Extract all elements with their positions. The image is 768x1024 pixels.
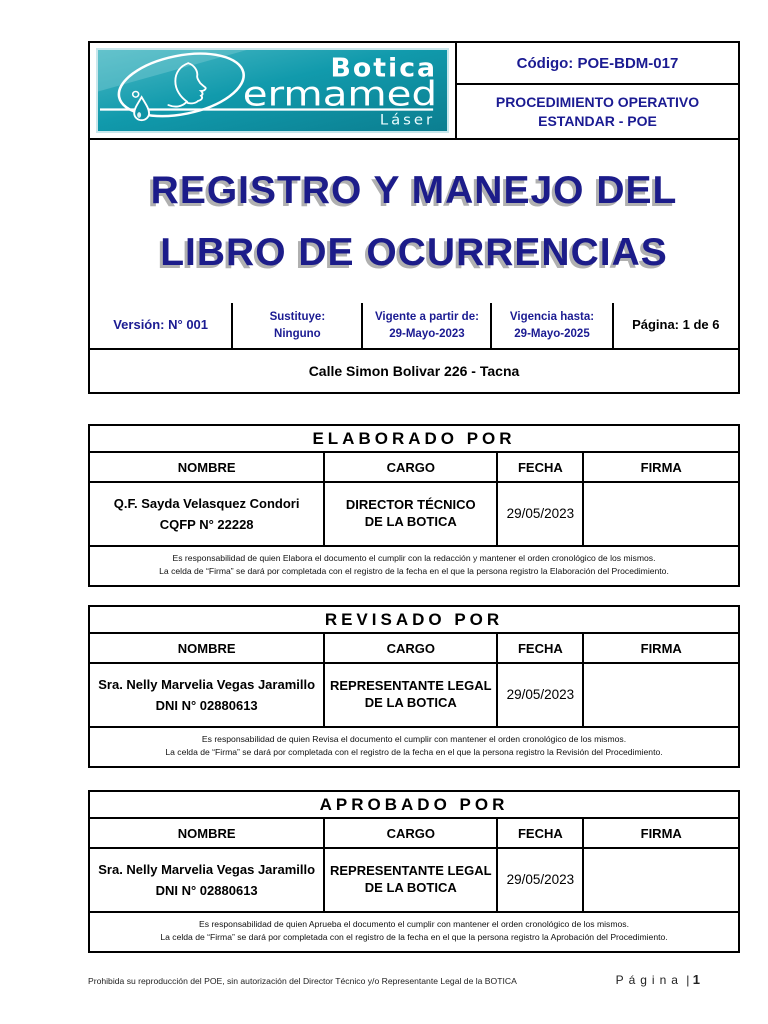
section-title: APROBADO POR [90,792,738,819]
footer-page-number: 1 [692,972,702,987]
document-title [90,140,738,303]
column-header-nombre: NOMBRE [177,825,236,841]
fecha-cell: 29/05/2023 [496,849,582,911]
note-line2: La celda de “Firma” se dará por completada con el registro de la fecha en el que la persona registro la Aprobación del Procedimiento. [160,932,668,943]
valid-from-value: 29-Mayo-2023 [389,327,465,340]
fecha-cell: 29/05/2023 [496,664,582,726]
header-right-cell [455,43,738,138]
nombre-cell [90,849,323,911]
version-meta-row [90,303,738,350]
cargo-line2: DE LA BOTICA [364,695,457,710]
nombre-line1: Q.F. Sayda Velasquez Condori [113,495,300,511]
responsibility-note [90,728,738,766]
table-header-row [90,819,738,849]
table-header-row [90,453,738,483]
substitute-value: Ninguno [274,327,321,340]
page-info: Página: 1 de 6 [632,317,720,333]
nombre-line1: Sra. Nelly Marvelia Vegas Jaramillo [98,861,316,877]
cargo-cell [323,849,496,911]
meta-substitute-cell [231,303,361,348]
column-header-fecha: FECHA [496,453,582,481]
cargo-line2: DE LA BOTICA [364,880,457,895]
column-header-cargo: CARGO [323,819,496,847]
meta-version-cell [90,303,231,348]
meta-page-cell [612,303,738,348]
logo-brand-top: Botica [330,53,438,84]
column-header-firma: FIRMA [582,453,738,481]
nombre-line1: Sra. Nelly Marvelia Vegas Jaramillo [98,676,316,692]
aprobado-por-table [88,790,740,953]
cargo-cell [323,664,496,726]
cargo-cell [323,483,496,545]
document-type-line2: ESTANDAR - POE [538,112,657,129]
revisado-por-table [88,605,740,768]
footer-page-separator: | [686,973,690,987]
logo-cell [90,43,455,138]
botica-dermamed-logo [96,48,449,133]
document-header-block [88,41,740,394]
note-line2: La celda de “Firma” se dará por completada con el registro de la fecha en el que la persona registro la Revisión del Procedimiento. [165,747,663,758]
table-row [90,664,738,728]
firma-cell [582,849,738,911]
firma-cell [582,664,738,726]
firma-cell [582,483,738,545]
nombre-cell [90,664,323,726]
note-line1: Es responsabilidad de quien Revisa el documento el cumplir con mantener el orden cronológico de los mismos. [201,734,627,744]
document-type-line1: PROCEDIMIENTO OPERATIVO [495,94,700,111]
elaborado-por-table [88,424,740,587]
responsibility-note [90,547,738,585]
version-value: Versión: N° 001 [113,317,209,333]
column-header-nombre: NOMBRE [177,640,236,656]
address-row: Calle Simon Bolivar 226 - Tacna [308,363,520,379]
document-code: Código: POE-BDM-017 [457,43,738,85]
valid-from-label: Vigente a partir de: [374,310,479,323]
column-header-firma: FIRMA [582,819,738,847]
document-title-line1: REGISTRO Y MANEJO DEL [150,168,678,212]
section-title: REVISADO POR [90,607,738,634]
document-type [457,85,738,138]
footer-page-indicator [616,972,702,987]
column-header-cargo: CARGO [323,634,496,662]
table-header-row [90,634,738,664]
note-line1: Es responsabilidad de quien Elabora el documento el cumplir con la redacción y mantener el orden cronológico de los mismos. [172,553,656,563]
nombre-line2: CQFP N° 22228 [159,517,254,532]
logo-graphic [98,50,447,131]
responsibility-note [90,913,738,951]
note-line1: Es responsabilidad de quien Aprueba el documento el cumplir con mantener el orden cronológico de los mismos. [199,919,629,929]
nombre-cell [90,483,323,545]
fecha-cell: 29/05/2023 [496,483,582,545]
cargo-line1: REPRESENTANTE LEGAL [329,678,492,694]
valid-until-label: Vigencia hasta: [509,310,595,323]
page-footer [88,972,740,987]
nombre-line2: DNI N° 02880613 [155,698,258,713]
cargo-line2: DE LA BOTICA [364,514,457,529]
table-row [90,849,738,913]
column-header-firma: FIRMA [582,634,738,662]
logo-brand-sub: Láser [379,112,436,129]
header-row [90,43,738,140]
column-header-nombre: NOMBRE [177,459,236,475]
note-line2: La celda de “Firma” se dará por completada con el registro de la fecha en el que la persona registro la Elaboración del Procedimiento. [159,566,669,577]
valid-until-value: 29-Mayo-2025 [514,327,590,340]
meta-valid-until-cell [490,303,611,348]
column-header-fecha: FECHA [496,819,582,847]
cargo-line1: DIRECTOR TÉCNICO [345,497,476,513]
nombre-line2: DNI N° 02880613 [155,883,258,898]
footer-disclaimer: Prohibida su reproducción del POE, sin autorización del Director Técnico y/o Representante Legal de la BOTICA [88,976,517,986]
column-header-cargo: CARGO [323,453,496,481]
meta-valid-from-cell [361,303,490,348]
column-header-fecha: FECHA [496,634,582,662]
footer-page-word: Página [615,973,683,987]
logo-brand-main: ermamed [242,75,438,115]
substitute-label: Sustituye: [269,310,326,323]
section-title: ELABORADO POR [90,426,738,453]
cargo-line1: REPRESENTANTE LEGAL [329,863,492,879]
table-row [90,483,738,547]
document-title-line2: LIBRO DE OCURRENCIAS [160,230,668,274]
